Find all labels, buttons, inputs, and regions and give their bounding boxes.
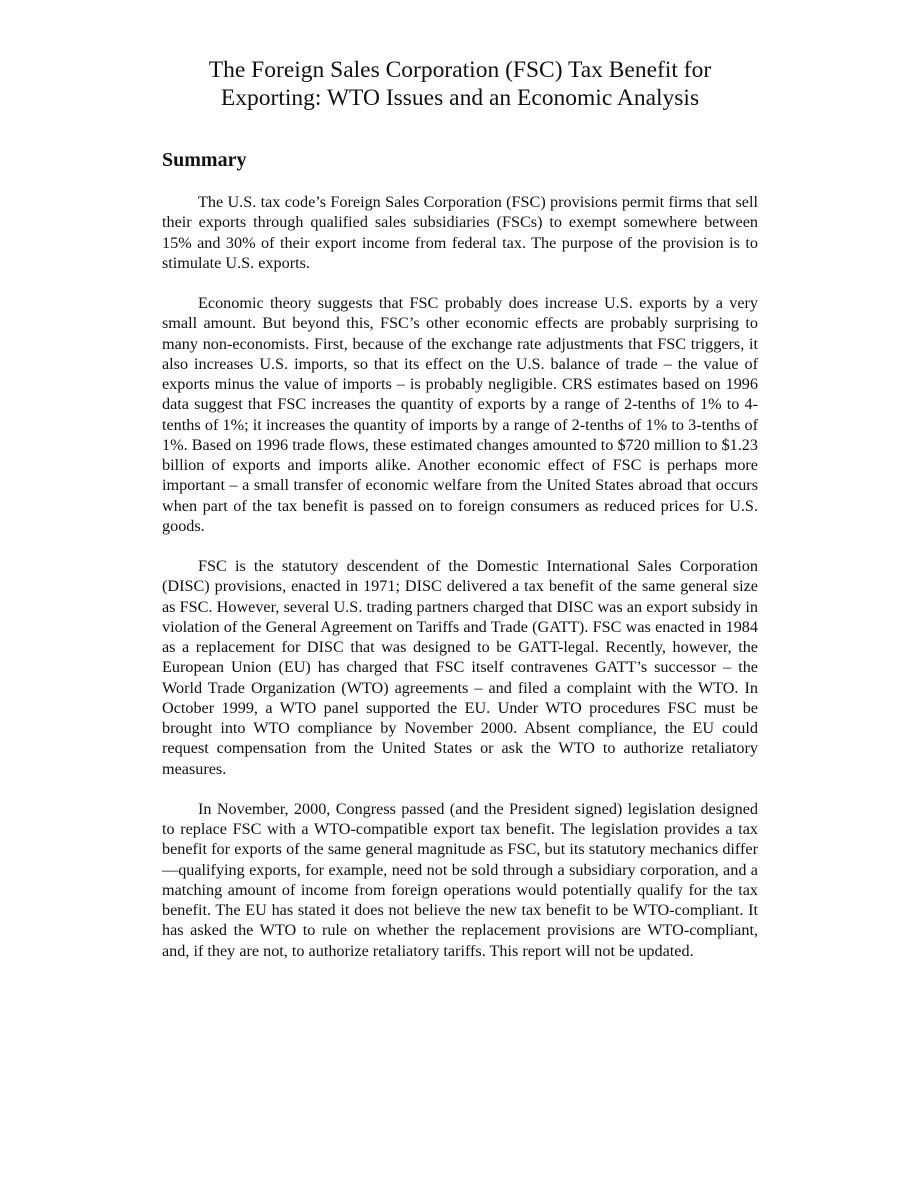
summary-paragraph-1: The U.S. tax code’s Foreign Sales Corporation (FSC) provisions permit firms that sell their exports through qualified sales subsidiaries (FSCs) to exempt somewhere between 15% and 30% of their export income from federal tax. The purpose of the provision is to stimulate U.S. exports. [162, 193, 758, 272]
title-line-2: Exporting: WTO Issues and an Economic Analysis [220, 85, 700, 111]
title-line-1: The Foreign Sales Corporation (FSC) Tax Benefit for [208, 57, 712, 83]
summary-paragraph-3: FSC is the statutory descendent of the Domestic International Sales Corporation (DISC) provisions, enacted in 1971; DISC delivered a tax benefit of the same general size as FSC. However, several U.S. trading partners charged that DISC was an export subsidy in violation of the General Agreement on Tariffs and Trade (GATT). FSC was enacted in 1984 as a replacement for DISC that was designed to be GATT-legal. Recently, however, the European Union (EU) has charged that FSC itself contravenes GATT’s successor – the World Trade Organization (WTO) agreements – and filed a complaint with the WTO. In October 1999, a WTO panel supported the EU. Under WTO procedures FSC must be brought into WTO compliance by November 2000. Absent compliance, the EU could request compensation from the United States or ask the WTO to authorize retaliatory measures. [162, 557, 758, 778]
summary-paragraph-4: In November, 2000, Congress passed (and the President signed) legislation designed to replace FSC with a WTO-compatible export tax benefit. The legislation provides a tax benefit for exports of the same general magnitude as FSC, but its statutory mechanics differ—qualifying exports, for example, need not be sold through a subsidiary corporation, and a matching amount of income from foreign operations would potentially qualify for the tax benefit. The EU has stated it does not believe the new tax benefit to be WTO-compliant. It has asked the WTO to rule on whether the replacement provisions are WTO-compliant, and, if they are not, to authorize retaliatory tariffs. This report will not be updated. [162, 799, 758, 960]
document-title [162, 56, 758, 112]
document-page [162, 56, 758, 961]
summary-paragraph-2: Economic theory suggests that FSC probably does increase U.S. exports by a very small amount. But beyond this, FSC’s other economic effects are probably surprising to many non-economists. First, because of the exchange rate adjustments that FSC triggers, it also increases U.S. imports, so that its effect on the U.S. balance of trade – the value of exports minus the value of imports – is probably negligible. CRS estimates based on 1996 data suggest that FSC increases the quantity of exports by a range of 2-tenths of 1% to 4-tenths of 1%; it increases the quantity of imports by a range of 2-tenths of 1% to 3-tenths of 1%. Based on 1996 trade flows, these estimated changes amounted to $720 million to $1.23 billion of exports and imports alike. Another economic effect of FSC is perhaps more important – a small transfer of economic welfare from the United States abroad that occurs when part of the tax benefit is passed on to foreign consumers as reduced prices for U.S. goods. [162, 294, 758, 535]
section-heading-summary: Summary [162, 149, 247, 171]
